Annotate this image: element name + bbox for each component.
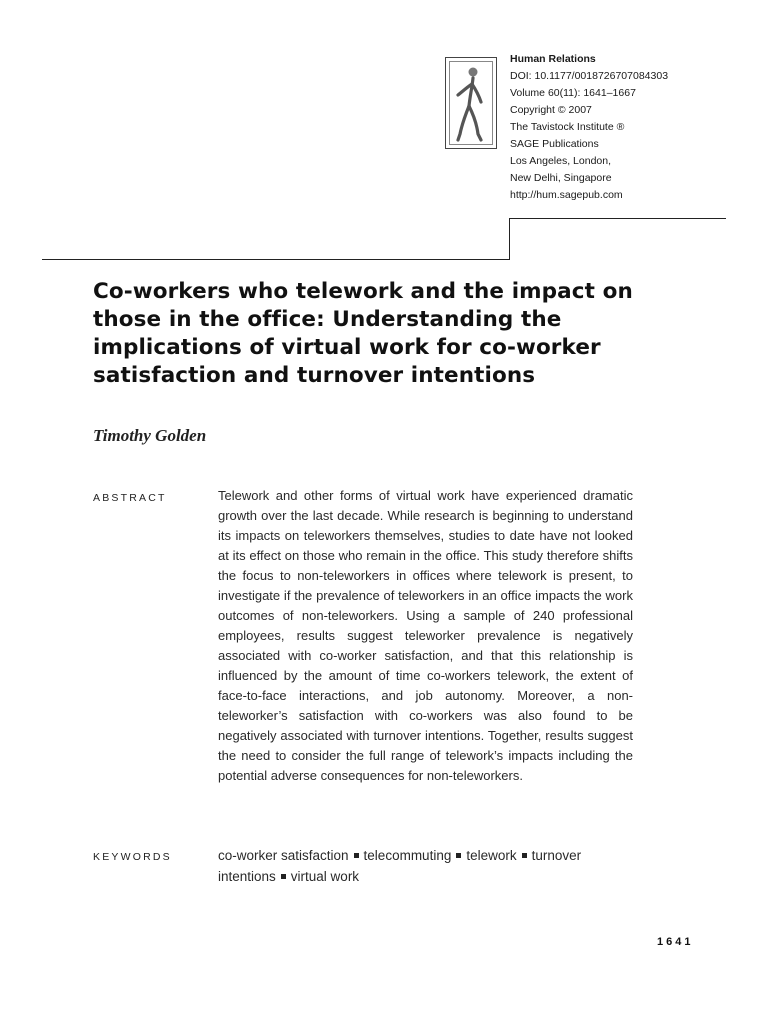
human-figure-logo-icon [452, 64, 490, 144]
journal-name: Human Relations [510, 53, 596, 65]
journal-info [510, 51, 668, 204]
page-number: 1641 [657, 936, 694, 948]
square-bullet-icon [456, 853, 461, 858]
header-rule-vertical [509, 218, 510, 260]
journal-publisher: SAGE Publications [510, 138, 599, 150]
header-rule-bottom [42, 259, 510, 260]
journal-doi: DOI: 10.1177/0018726707084303 [510, 70, 669, 82]
square-bullet-icon [281, 874, 286, 879]
keywords-list [218, 845, 628, 887]
square-bullet-icon [522, 853, 527, 858]
keyword: co-worker satisfaction [218, 848, 349, 863]
article-title: Co-workers who telework and the impact on those in the office: Understanding the implications of virtual work for co-worker satisfaction and turnover intentions [93, 279, 633, 388]
journal-institute: The Tavistock Institute ® [510, 121, 625, 133]
header-rule-top [510, 218, 726, 219]
journal-locations: Los Angeles, London, [510, 155, 612, 167]
journal-url[interactable]: http://hum.sagepub.com [510, 189, 623, 201]
journal-volume: Volume 60(11): 1641–1667 [510, 87, 636, 99]
keyword: telecommuting [363, 848, 452, 863]
abstract-label: ABSTRACT [93, 492, 167, 504]
abstract-text: Telework and other forms of virtual work have experienced dramatic growth over the last decade. While research is beginning to understand its impacts on teleworkers themselves, studies to date have not looked at its effect on those who remain in the office. This study therefore shifts the focus to non-teleworkers in offices where telework is present, to investigate if the prevalence of teleworkers in an office impacts the work outcomes of non-teleworkers. Using a sample of 240 professional employees, results suggest teleworker prevalence is negatively associated with co-worker satisfaction, and that this relationship is influenced by the amount of time co-workers telework, the extent of face-to-face interactions, and job autonomy. Moreover, a non-teleworker’s satisfaction with co-workers was also found to be negatively associated with turnover intentions. Together, results suggest the need to consider the full range of telework’s impacts including the potential adverse consequences for non-teleworkers. [218, 488, 633, 783]
keyword: turnover intentions [218, 848, 582, 884]
journal-locations-2: New Delhi, Singapore [510, 172, 612, 184]
journal-copyright: Copyright © 2007 [510, 104, 592, 116]
journal-logo [445, 57, 497, 149]
keywords-label: KEYWORDS [93, 851, 172, 863]
square-bullet-icon [354, 853, 359, 858]
article-author: Timothy Golden [93, 426, 207, 445]
keyword: virtual work [290, 869, 360, 884]
keyword: telework [466, 848, 517, 863]
